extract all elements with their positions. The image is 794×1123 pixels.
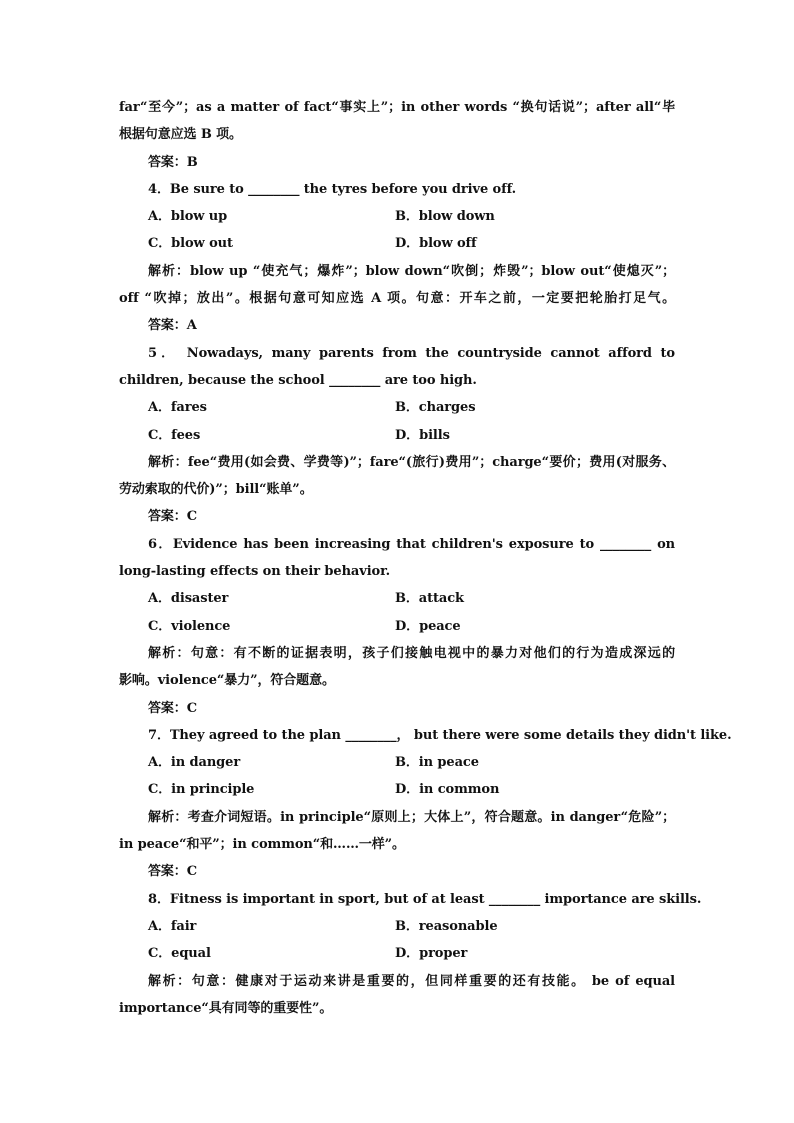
option-c: C．violence xyxy=(148,618,231,634)
option-b: B．in peace xyxy=(395,755,479,771)
option-c: C．fees xyxy=(148,427,201,443)
question-6-cont: long-lasting effects on their behavior. xyxy=(119,564,391,580)
explanation-line: 劳动索取的代价)”；bill“账单”。 xyxy=(119,482,313,498)
option-d: D．in common xyxy=(395,782,500,798)
question-4: 4．Be sure to ________ the tyres before you drive off. xyxy=(148,181,517,197)
explanation-line: 解析：句意：有不断的证据表明，孩子们接触电视中的暴力对他们的行为造成深远的 xyxy=(148,645,675,661)
question-6: 6．Evidence has been increasing that children's exposure to ________ on xyxy=(148,536,675,552)
option-b: B．attack xyxy=(395,591,464,607)
explanation-line: 影响。violence“暴力”，符合题意。 xyxy=(119,673,335,689)
explanation-line: 解析：blow up “使充气；爆炸”；blow down“吹倒；炸毁”；blow out“使熄灭”； xyxy=(148,263,675,279)
options-row xyxy=(119,613,675,640)
option-a: A．disaster xyxy=(148,591,229,607)
options-row xyxy=(119,749,675,776)
question-5-cont: children, because the school ________ are too high. xyxy=(119,372,477,388)
option-c: C．equal xyxy=(148,946,211,962)
option-b: B．charges xyxy=(395,400,476,416)
answer-line: 答案：B xyxy=(148,154,198,170)
option-c: C．blow out xyxy=(148,236,233,252)
option-b: B．blow down xyxy=(395,209,495,225)
options-row xyxy=(119,585,675,612)
explanation-line: 解析：句意：健康对于运动来讲是重要的，但同样重要的还有技能。 be of equal xyxy=(148,973,675,989)
explanation-line: 根据句意应选 B 项。 xyxy=(119,127,242,143)
options-row xyxy=(119,203,675,230)
explanation-line: far“至今”；as a matter of fact“事实上”；in other words “换句话说”；after all“毕 xyxy=(119,100,675,115)
option-a: A．fares xyxy=(148,400,207,416)
option-b: B．reasonable xyxy=(395,918,498,934)
option-c: C．in principle xyxy=(148,782,255,798)
explanation-line: 解析：fee“费用(如会费、学费等)”；fare“(旅行)费用”；charge“要价；费用(对服务、 xyxy=(148,454,675,470)
options-row xyxy=(119,776,675,803)
options-row xyxy=(119,394,675,421)
options-row xyxy=(119,940,675,967)
explanation-line: importance“具有同等的重要性”。 xyxy=(119,1000,333,1016)
question-7: 7．They agreed to the plan ________， but there were some details they didn't like. xyxy=(148,727,732,743)
answer-line: 答案：C xyxy=(148,864,197,880)
option-a: A．blow up xyxy=(148,209,228,225)
options-row xyxy=(119,422,675,449)
document-page xyxy=(119,94,732,1022)
answer-line: 答案：C xyxy=(148,700,197,716)
answer-line: 答案：A xyxy=(148,318,197,334)
option-a: A．fair xyxy=(148,918,197,934)
options-row xyxy=(119,913,675,940)
explanation-line: off “吹掉；放出”。根据句意可知应选 A 项。句意：开车之前，一定要把轮胎打足气。 xyxy=(119,291,675,307)
option-d: D．blow off xyxy=(395,236,477,252)
question-5: 5． Nowadays, many parents from the countryside cannot afford to xyxy=(148,345,675,361)
answer-line: 答案：C xyxy=(148,509,197,525)
option-a: A．in danger xyxy=(148,755,241,771)
explanation-line: in peace“和平”；in common“和……一样”。 xyxy=(119,837,405,853)
option-d: D．proper xyxy=(395,946,468,962)
options-row xyxy=(119,230,675,257)
question-8: 8．Fitness is important in sport, but of at least ________ importance are skills. xyxy=(148,891,702,907)
option-d: D．bills xyxy=(395,427,450,443)
explanation-line: 解析：考查介词短语。in principle“原则上；大体上”，符合题意。in danger“危险”； xyxy=(148,809,675,825)
option-d: D．peace xyxy=(395,618,461,634)
